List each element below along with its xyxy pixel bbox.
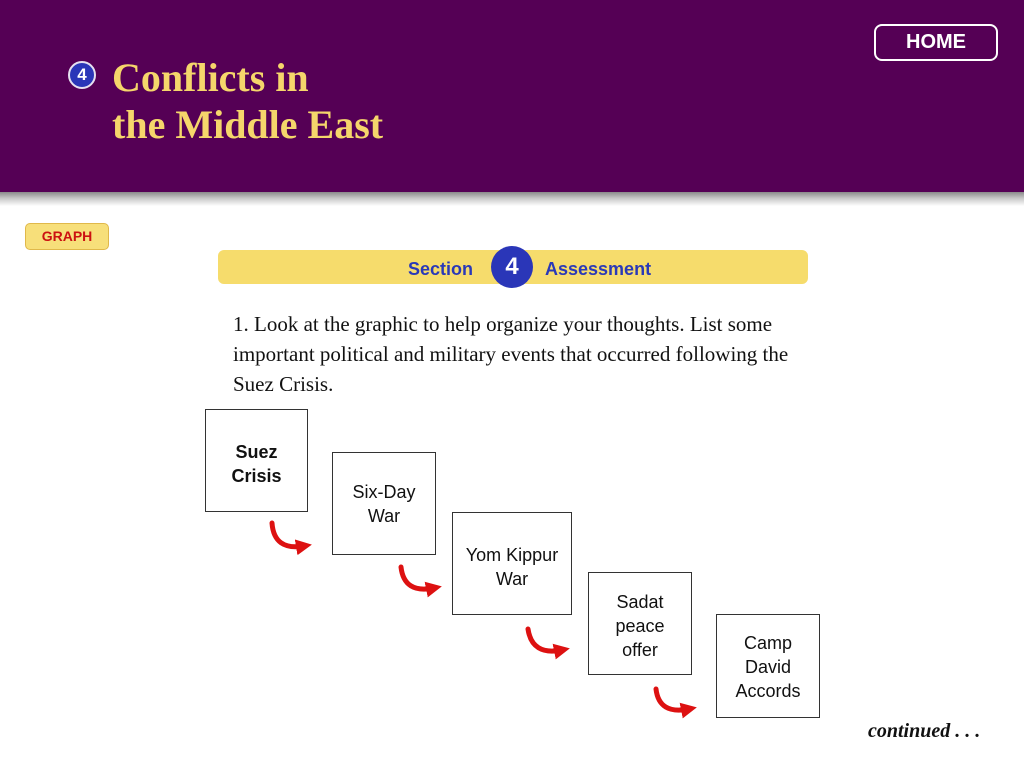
event-label-line: Suez	[235, 442, 278, 462]
page-title-line-2: the Middle East	[112, 102, 384, 147]
assessment-section-label: Section	[408, 259, 474, 279]
event-label-line: Camp	[743, 633, 792, 653]
graph-button[interactable]: GRAPH	[25, 223, 109, 250]
continued-label: continued . . .	[868, 720, 981, 742]
assessment-number-badge: 4	[491, 246, 533, 288]
event-label-line: Yom Kippur	[465, 545, 559, 565]
curved-arrow-icon	[272, 523, 304, 547]
event-label-line: offer	[622, 640, 658, 660]
curved-arrow-icon	[528, 629, 562, 651]
event-label-line: War	[495, 569, 529, 589]
event-label-line: Crisis	[231, 466, 282, 486]
event-label-line: peace	[615, 616, 665, 636]
page-title	[112, 54, 383, 148]
section-number-badge: 4	[68, 61, 96, 89]
curved-arrow-icon	[401, 567, 434, 589]
home-button[interactable]: HOME	[874, 24, 998, 61]
event-box-sadat-peace-offer	[588, 572, 692, 675]
curved-arrow-icon	[656, 689, 689, 710]
event-label-line: Accords	[735, 681, 801, 701]
event-box-yom-kippur-war	[452, 512, 572, 615]
event-box-suez-crisis	[205, 409, 308, 512]
event-box-camp-david-accords	[716, 614, 820, 718]
page-title-line-1: Conflicts in	[112, 55, 309, 100]
assessment-label: Assessment	[545, 259, 652, 279]
event-label-line: David	[744, 657, 792, 677]
event-box-six-day-war	[332, 452, 436, 555]
event-label-line: War	[367, 506, 401, 526]
header-shadow	[0, 192, 1024, 206]
event-label-line: Six-Day	[352, 482, 416, 502]
question-text: 1. Look at the graphic to help organize your thoughts. List some important political and military events that occurred following the Suez Crisis.	[233, 312, 789, 396]
event-label-line: Sadat	[616, 592, 664, 612]
